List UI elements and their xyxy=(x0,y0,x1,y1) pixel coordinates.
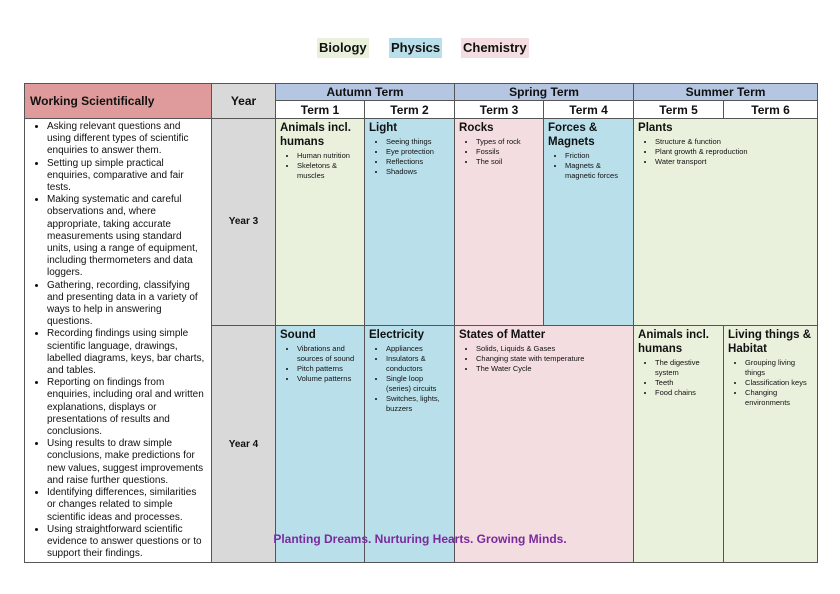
list-item: • Identifying differences, similarities or changes related to simple scientific ideas and processes. xyxy=(47,487,207,524)
list-item: • Recording findings using simple scientific language, drawings, labelled diagrams, keys, bar charts, and tables. xyxy=(47,328,207,377)
school-motto: Planting Dreams. Nurturing Hearts. Growing Minds. xyxy=(273,532,567,546)
list-item: • Asking relevant questions and using different types of scientific enquiries to answer them. xyxy=(47,121,207,158)
topic-title: Animals incl. humans xyxy=(638,328,709,355)
term-5-header: Term 5 xyxy=(634,101,724,119)
list-item: • Using straightforward scientific evidence to answer questions or to support their findings. xyxy=(47,524,207,561)
legend-biology: Biology xyxy=(317,38,369,58)
year-4-label: Year 4 xyxy=(212,325,276,562)
topic-title: Light xyxy=(369,122,398,134)
list-item: • Switches, lights, buzzers xyxy=(386,394,450,414)
list-item: • Making systematic and careful observations and, where appropriate, taking accurate measurements using standard units, using a range of equipment, including thermometers and data loggers. xyxy=(47,194,207,279)
working-scientifically-header: Working Scientifically xyxy=(25,84,212,119)
topic-title: Electricity xyxy=(369,328,424,341)
y4-living-things-cell xyxy=(724,325,818,562)
list-item: • Insulators & conductors xyxy=(386,354,450,374)
working-scientifically-list xyxy=(25,119,212,563)
list-item: • Appliances xyxy=(386,344,450,354)
list-item: • Classification keys xyxy=(745,378,813,388)
list-item: • Friction xyxy=(565,151,629,161)
list-item: • Skeletons & muscles xyxy=(297,161,360,181)
spring-term-header: Spring Term xyxy=(455,84,634,101)
topic-title: States of Matter xyxy=(459,328,546,341)
legend-chemistry: Chemistry xyxy=(461,38,529,58)
topic-title: Sound xyxy=(280,328,316,341)
y3-plants-cell xyxy=(634,119,818,326)
subject-legend xyxy=(0,38,840,58)
y4-states-cell xyxy=(455,325,634,562)
y4-electricity-cell xyxy=(365,325,455,562)
list-item: • Human nutrition xyxy=(297,151,360,161)
term-2-header: Term 2 xyxy=(365,101,455,119)
list-item: • Structure & function xyxy=(655,137,813,147)
list-item: • Shadows xyxy=(386,167,450,177)
list-item: • Changing state with temperature xyxy=(476,354,629,364)
list-item: • Eye protection xyxy=(386,147,450,157)
list-item: • Food chains xyxy=(655,388,719,398)
list-item: • Reporting on findings from enquiries, including oral and written explanations, displays or presentations of results and conclusions. xyxy=(47,377,207,438)
list-item: • The digestive system xyxy=(655,358,719,378)
curriculum-table xyxy=(24,83,818,563)
y3-animals-cell xyxy=(276,119,365,326)
list-item: • Water transport xyxy=(655,157,813,167)
list-item: • Gathering, recording, classifying and presenting data in a variety of ways to help in answering questions. xyxy=(47,280,207,329)
list-item: • The soil xyxy=(476,157,539,167)
list-item: • Setting up simple practical enquiries, comparative and fair tests. xyxy=(47,158,207,195)
list-item: • Vibrations and sources of sound xyxy=(297,344,360,364)
list-item: • Grouping living things xyxy=(745,358,813,378)
list-item: • Pitch patterns xyxy=(297,364,360,374)
list-item: • Volume patterns xyxy=(297,374,360,384)
list-item: • Using results to draw simple conclusions, make predictions for new values, suggest improvements and raise further questions. xyxy=(47,438,207,487)
y4-animals-cell xyxy=(634,325,724,562)
topic-title: Animals incl. humans xyxy=(280,122,351,148)
list-item: • Single loop (series) circuits xyxy=(386,374,450,394)
y3-light-cell xyxy=(365,119,455,326)
y4-sound-cell xyxy=(276,325,365,562)
year-header: Year xyxy=(212,84,276,119)
list-item: • Seeing things xyxy=(386,137,450,147)
list-item: • The Water Cycle xyxy=(476,364,629,374)
list-item: • Magnets & magnetic forces xyxy=(565,161,629,181)
topic-title: Plants xyxy=(638,122,673,134)
y3-forces-cell xyxy=(544,119,634,326)
list-item: • Changing environments xyxy=(745,388,813,408)
summer-term-header: Summer Term xyxy=(634,84,818,101)
legend-physics: Physics xyxy=(389,38,442,58)
list-item: • Reflections xyxy=(386,157,450,167)
term-3-header: Term 3 xyxy=(455,101,544,119)
topic-title: Living things & Habitat xyxy=(728,328,812,355)
list-item: • Plant growth & reproduction xyxy=(655,147,813,157)
list-item: • Solids, Liquids & Gases xyxy=(476,344,629,354)
term-6-header: Term 6 xyxy=(724,101,818,119)
list-item: • Fossils xyxy=(476,147,539,157)
topic-title: Rocks xyxy=(459,122,494,134)
list-item: • Teeth xyxy=(655,378,719,388)
y3-rocks-cell xyxy=(455,119,544,326)
term-1-header: Term 1 xyxy=(276,101,365,119)
topic-title: Forces & Magnets xyxy=(548,122,598,148)
autumn-term-header: Autumn Term xyxy=(276,84,455,101)
list-item: • Types of rock xyxy=(476,137,539,147)
term-4-header: Term 4 xyxy=(544,101,634,119)
year-3-label: Year 3 xyxy=(212,119,276,326)
